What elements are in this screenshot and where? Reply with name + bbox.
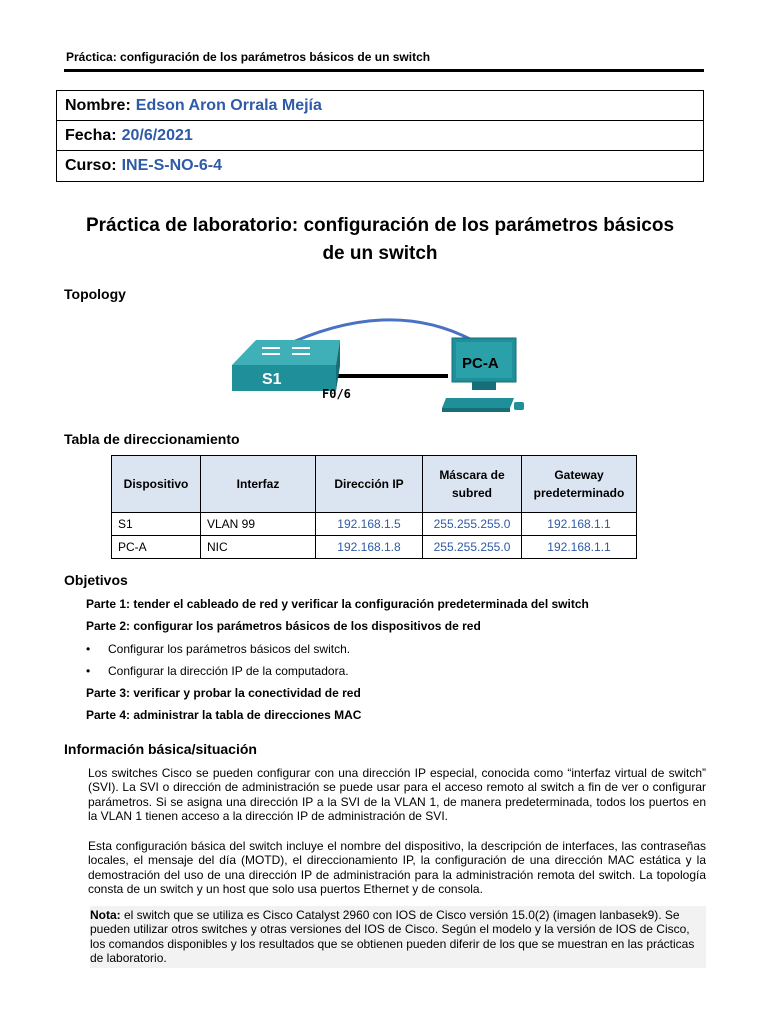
objective-part-2: Parte 2: configurar los parámetros básicos de los dispositivos de red	[86, 619, 481, 633]
background-paragraph-2: Esta configuración básica del switch incluye el nombre del dispositivo, la descripción de interfaces, las contraseñas locales, el mensaje del día (MOTD), el direccionamiento IP, la configuración de una dirección MAC estática y la demostración del uso de una dirección IP de administración para la administración remota del switch. La topología consta de un switch y un host que solo usa puertos Ethernet y de consola.	[88, 839, 706, 897]
note-box	[90, 906, 706, 968]
student-info-box	[56, 90, 704, 182]
objective-part-3: Parte 3: verificar y probar la conectividad de red	[86, 686, 361, 700]
table-row	[112, 536, 637, 559]
cell-ip: 192.168.1.8	[316, 536, 423, 559]
cell-device: S1	[112, 513, 201, 536]
objective-bullet-2: • Configurar la dirección IP de la computadora.	[86, 664, 349, 678]
name-row	[57, 91, 703, 121]
name-value: Edson Aron Orrala Mejía	[135, 96, 322, 114]
table-row	[112, 513, 637, 536]
bullet-1-text: Configurar los parámetros básicos del switch.	[108, 642, 351, 656]
cell-interface: VLAN 99	[201, 513, 316, 536]
cell-mask: 255.255.255.0	[423, 513, 522, 536]
course-value: INE-S-NO-6-4	[121, 157, 223, 174]
objective-part-1: Parte 1: tender el cableado de red y verificar la configuración predeterminada del switch	[86, 597, 589, 611]
name-label: Nombre:	[65, 96, 131, 114]
course-label: Curso:	[65, 157, 117, 174]
cell-gateway: 192.168.1.1	[522, 536, 637, 559]
addressing-table	[111, 455, 637, 559]
table-header-row	[112, 456, 637, 513]
cell-mask: 255.255.255.0	[423, 536, 522, 559]
objectives-heading: Objetivos	[64, 572, 128, 588]
col-mask: Máscara de subred	[423, 456, 522, 513]
cell-interface: NIC	[201, 536, 316, 559]
topology-diagram	[228, 318, 548, 418]
title-line-2: de un switch	[322, 243, 438, 264]
course-row	[57, 151, 703, 181]
cell-gateway: 192.168.1.1	[522, 513, 637, 536]
header-rule	[64, 69, 704, 72]
background-heading: Información básica/situación	[64, 741, 257, 757]
note-label: Nota:	[90, 908, 121, 922]
date-value: 20/6/2021	[121, 126, 193, 144]
objective-bullet-1: • Configurar los parámetros básicos del switch.	[86, 642, 351, 656]
page-header-title: Práctica: configuración de los parámetros básicos de un switch	[66, 50, 431, 64]
col-gateway: Gateway predeterminado	[522, 456, 637, 513]
pc-label: PC-A	[462, 355, 499, 372]
col-interface: Interfaz	[201, 456, 316, 513]
col-ip: Dirección IP	[316, 456, 423, 513]
title-line-1: Práctica de laboratorio: configuración de los parámetros básicos	[85, 215, 675, 236]
col-device: Dispositivo	[112, 456, 201, 513]
topology-heading: Topology	[64, 286, 126, 302]
addressing-heading: Tabla de direccionamiento	[64, 431, 240, 447]
bullet-2-text: Configurar la dirección IP de la computadora.	[108, 664, 349, 678]
background-paragraph-1: Los switches Cisco se pueden configurar con una dirección IP especial, conocida como “interfaz virtual de switch” (SVI). La SVI o dirección de administración se puede usar para el acceso remoto al switch a fin de ver o configurar parámetros. Si se asigna una dirección IP a la SVI de la VLAN 1, de manera predeterminada, todos los puertos en la VLAN 1 tienen acceso a la dirección IP de administración de SVI.	[88, 766, 706, 824]
pc-icon	[442, 338, 524, 412]
document-title	[60, 212, 700, 268]
switch-label: S1	[262, 371, 282, 388]
objective-part-4: Parte 4: administrar la tabla de direcciones MAC	[86, 708, 362, 722]
port-label: F0/6	[322, 387, 351, 401]
date-label: Fecha:	[65, 126, 117, 144]
date-row	[57, 121, 703, 151]
cell-ip: 192.168.1.5	[316, 513, 423, 536]
cell-device: PC-A	[112, 536, 201, 559]
note-text: el switch que se utiliza es Cisco Catalyst 2960 con IOS de Cisco versión 15.0(2) (imagen lanbasek9). Se pueden utilizar otros switches y otras versiones del IOS de Cisco. Según el modelo y la versión de IOS de Cisco, los comandos disponibles y los resultados que se obtienen pueden diferir de los que se muestran en las prácticas de laboratorio.	[90, 908, 695, 966]
switch-icon	[232, 340, 340, 391]
